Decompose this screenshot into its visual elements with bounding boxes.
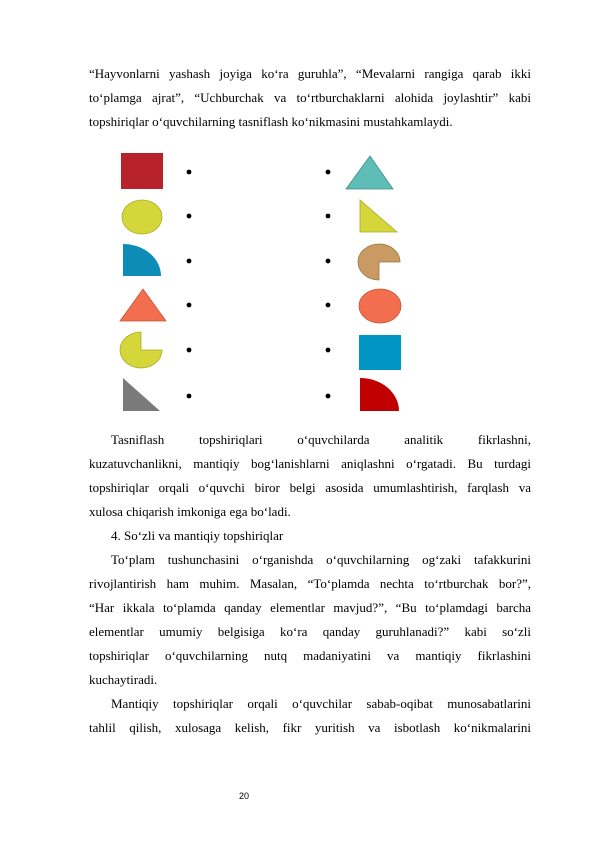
right-dot[interactable] xyxy=(326,259,331,264)
shape-matching-figure xyxy=(110,148,410,418)
right-dot[interactable] xyxy=(326,394,331,399)
paragraph-line: To‘plam tushunchasini o‘rganishda o‘quvchilarning og‘zaki tafakkurini xyxy=(111,552,531,567)
blue-square-shape xyxy=(359,335,401,370)
page-number: 20 xyxy=(238,791,249,801)
left-dot[interactable] xyxy=(187,303,192,308)
left-dot[interactable] xyxy=(187,214,192,219)
right-dot[interactable] xyxy=(326,170,331,175)
left-dot[interactable] xyxy=(187,170,192,175)
paragraph-line: kuzatuvchanlikni, mantiqiy bog‘lanishlarni aniqlashni o‘rgatadi. Bu turdagi xyxy=(89,456,531,471)
verbal-tasks-paragraph xyxy=(89,548,531,692)
logical-tasks-paragraph xyxy=(89,692,531,740)
section-heading-text: 4. So‘zli va mantiqiy topshiriqlar xyxy=(111,528,284,543)
gray-right-triangle-shape xyxy=(123,378,160,411)
classification-paragraph xyxy=(89,428,531,524)
right-dot[interactable] xyxy=(326,348,331,353)
red-square-shape xyxy=(121,153,163,189)
paragraph-line: rivojlantirish ham muhim. Masalan, “To‘plamda nechta to‘rtburchak bor?”, xyxy=(89,576,531,591)
paragraph-line: topshiriqlar o‘quvchilarning nutq madaniyatini va mantiqiy fikrlashini xyxy=(89,648,531,663)
paragraph-line: tahlil qilish, xulosaga kelish, fikr yuritish va isbotlash ko‘nikmalarini xyxy=(89,720,531,735)
blue-quarter-circle-shape xyxy=(123,244,161,276)
left-dot[interactable] xyxy=(187,348,192,353)
left-dot[interactable] xyxy=(187,394,192,399)
yellow-pacman-shape xyxy=(120,332,162,368)
paragraph-line: Tasniflash topshiriqlari o‘quvchilarda analitik fikrlashni, xyxy=(111,432,531,447)
paragraph-line: kuchaytiradi. xyxy=(89,672,158,687)
intro-line: “Hayvonlarni yashash joyiga ko‘ra guruhla”, “Mevalarni rangiga qarab ikki xyxy=(89,66,531,81)
section-heading xyxy=(89,524,531,548)
teal-triangle-shape xyxy=(346,156,393,189)
intro-paragraph xyxy=(89,62,531,134)
paragraph-line: Mantiqiy topshiriqlar orqali o‘quvchilar sabab-oqibat munosabatlarini xyxy=(111,696,531,711)
orange-ellipse-shape xyxy=(359,289,401,323)
intro-line: topshiriqlar o‘quvchilarning tasniflash ko‘nikmasini mustahkamlaydi. xyxy=(89,114,453,129)
yellow-ellipse-shape xyxy=(122,200,162,234)
intro-line: to‘plamga ajrat”, “Uchburchak va to‘rtburchaklarni alohida joylashtir” kabi xyxy=(89,90,531,105)
red-quarter-circle-shape xyxy=(360,378,399,411)
paragraph-line: elementlar umumiy belgisiga ko‘ra qanday guruhlanadi?” kabi so‘zli xyxy=(89,624,531,639)
paragraph-line: topshiriqlar orqali o‘quvchi biror belgi asosida umumlashtirish, farqlash va xyxy=(89,480,531,495)
brown-pacman-shape xyxy=(358,244,400,280)
orange-triangle-shape xyxy=(120,289,166,321)
left-dot[interactable] xyxy=(187,259,192,264)
right-dot[interactable] xyxy=(326,214,331,219)
yellow-right-triangle-shape xyxy=(360,200,397,232)
paragraph-line: “Har ikkala to‘plamda qanday elementlar mavjud?”, “Bu to‘plamdagi barcha xyxy=(89,600,531,615)
right-dot[interactable] xyxy=(326,303,331,308)
paragraph-line: xulosa chiqarish imkoniga ega bo‘ladi. xyxy=(89,504,291,519)
